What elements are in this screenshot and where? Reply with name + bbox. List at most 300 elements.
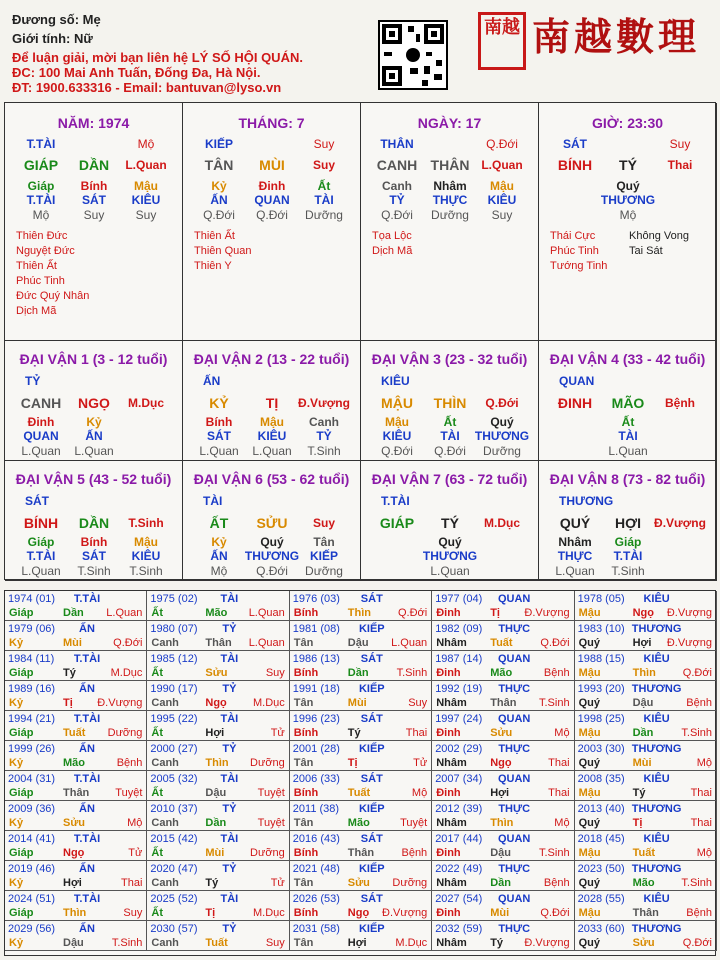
year-cell xyxy=(432,621,574,651)
year-stage: L.Quan xyxy=(248,637,285,649)
hidden-stage: Dưỡng xyxy=(431,208,469,222)
dai-van-ten-god: SÁT xyxy=(25,494,49,508)
dai-van-hidden-stage: L.Quan xyxy=(199,444,239,458)
year-stage: Bệnh xyxy=(686,907,712,919)
year-stage: Tuyệt xyxy=(257,817,285,829)
year-stem: Tân xyxy=(293,637,314,649)
dai-van-hidden-stage: T.Sinh xyxy=(77,564,111,578)
year-stem: Mậu xyxy=(578,907,601,919)
dai-van-ten-god: QUAN xyxy=(559,374,595,388)
dai-van-stem: QUÝ xyxy=(559,515,591,531)
year-stem: Ất xyxy=(151,607,163,619)
year-cell xyxy=(432,831,574,861)
year-label: 2016 (43) xyxy=(292,833,340,845)
year-stem: Kỷ xyxy=(9,637,24,649)
dai-van-hidden-stem: Quý xyxy=(438,535,462,549)
branch-stage: Suy xyxy=(312,158,336,172)
pillar-title: THÁNG: 7 xyxy=(238,115,305,131)
dai-van-hidden-stem: Mậu xyxy=(385,415,409,429)
year-stage: Q.Đới xyxy=(540,907,570,919)
year-ten-god: SÁT xyxy=(360,593,383,605)
year-branch: Ngọ xyxy=(490,757,512,769)
year-stem: Mậu xyxy=(578,787,601,799)
year-label: 1984 (11) xyxy=(8,653,55,665)
dai-van-hidden-stage: Mộ xyxy=(210,564,228,578)
annual-luck-table xyxy=(4,590,716,956)
earthly-branch: THÂN xyxy=(430,157,470,173)
qr-code-icon[interactable] xyxy=(378,20,448,90)
year-cell xyxy=(290,771,432,801)
year-stem: Quý xyxy=(578,877,600,889)
year-cell xyxy=(432,891,574,921)
dai-van-cell xyxy=(539,461,717,581)
year-branch: Dần xyxy=(347,667,369,679)
dai-van-cell xyxy=(539,341,717,461)
dai-van-cell xyxy=(5,461,183,581)
year-cell xyxy=(575,741,717,771)
year-ten-god: TÀI xyxy=(220,653,239,665)
year-label: 1995 (22) xyxy=(150,713,198,725)
special-star: Tai Sát xyxy=(629,245,663,257)
dai-van-hidden-god: SÁT xyxy=(82,549,106,563)
dai-van-ten-god: KIÊU xyxy=(381,374,410,388)
year-stage: Đ.Vượng xyxy=(666,607,712,619)
year-ten-god: T.TÀI xyxy=(73,653,101,665)
year-label: 2028 (55) xyxy=(577,893,625,905)
year-ten-god: QUAN xyxy=(497,713,531,725)
year-cell xyxy=(147,651,289,681)
pillar-title: GIỜ: 23:30 xyxy=(591,115,664,131)
year-stem: Giáp xyxy=(9,787,34,799)
year-branch: Thân xyxy=(63,787,90,799)
dai-van-hidden-god: THỰC xyxy=(557,549,593,563)
year-stage: Tử xyxy=(270,877,285,889)
year-branch: Tý xyxy=(490,937,504,949)
year-branch: Mão xyxy=(632,877,655,889)
year-label: 1983 (10) xyxy=(577,623,625,635)
year-branch: Sửu xyxy=(347,877,370,889)
dai-van-hidden-stage: L.Quan xyxy=(74,444,114,458)
year-stem: Mậu xyxy=(578,727,601,739)
year-label: 1997 (24) xyxy=(435,713,483,725)
year-stage: Q.Đới xyxy=(682,937,712,949)
year-cell xyxy=(5,621,147,651)
year-cell xyxy=(147,681,289,711)
year-branch: Tị xyxy=(632,817,643,829)
hidden-stage: Suy xyxy=(491,208,513,222)
red-seal-stamp xyxy=(478,12,526,70)
year-label: 1982 (09) xyxy=(435,623,483,635)
year-ten-god: QUAN xyxy=(497,653,531,665)
year-stage: Đ.Vượng xyxy=(97,697,143,709)
hidden-stem: Canh xyxy=(382,179,412,193)
dai-van-stem: GIÁP xyxy=(379,515,415,531)
seal-text: 南越 xyxy=(484,17,520,38)
year-stage: Suy xyxy=(265,937,285,949)
year-branch: Thìn xyxy=(63,907,87,919)
dai-van-stage: T.Sinh xyxy=(128,516,164,530)
year-label: 1994 (21) xyxy=(8,713,56,725)
year-stem: Kỷ xyxy=(9,757,24,769)
dai-van-hidden-stem: Giáp xyxy=(614,535,642,549)
dai-van-hidden-stage: L.Quan xyxy=(252,444,292,458)
year-label: 1979 (06) xyxy=(8,623,56,635)
year-stage: Mộ xyxy=(411,787,428,799)
year-cell xyxy=(575,891,717,921)
year-stem: Tân xyxy=(293,877,314,889)
year-cell xyxy=(432,741,574,771)
branch-stage: L.Quan xyxy=(125,158,167,172)
year-branch: Mùi xyxy=(63,637,82,649)
dai-van-stem: KỶ xyxy=(209,395,229,411)
year-branch: Thân xyxy=(632,907,659,919)
pillar-cell xyxy=(5,103,183,341)
year-stage: Mộ xyxy=(554,817,570,829)
year-ten-god: KIÊU xyxy=(643,833,670,845)
year-label: 2005 (32) xyxy=(150,773,198,785)
year-ten-god: THỰC xyxy=(498,743,531,755)
dai-van-hidden-stem: Bính xyxy=(205,415,233,429)
year-stage: Thai xyxy=(690,817,712,829)
special-star: Thiên Y xyxy=(194,260,232,272)
year-cell xyxy=(432,921,574,951)
hidden-stage: Suy xyxy=(83,208,105,222)
year-label: 2002 (29) xyxy=(435,743,483,755)
hidden-ten-god: KIÊU xyxy=(131,193,161,207)
dai-van-hidden-stem: Canh xyxy=(309,415,339,429)
dai-van-cell xyxy=(183,461,361,581)
year-branch: Mùi xyxy=(490,907,510,919)
year-cell xyxy=(5,891,147,921)
year-branch: Tý xyxy=(63,667,76,679)
special-star: Tọa Lộc xyxy=(372,230,412,242)
year-stem: Quý xyxy=(578,637,600,649)
pillar-cell xyxy=(183,103,361,341)
year-branch: Hợi xyxy=(632,637,652,649)
dai-van-stage: Đ.Vượng xyxy=(654,516,706,530)
special-star: Thiên Quan xyxy=(194,245,252,257)
pillar-stage: Suy xyxy=(313,137,335,151)
year-stage: Dưỡng xyxy=(107,727,143,739)
pillar-cell xyxy=(539,103,717,341)
pillar-ten-god: SÁT xyxy=(563,137,587,151)
year-label: 2015 (42) xyxy=(150,833,198,845)
year-stage: T.Sinh xyxy=(539,697,570,709)
year-label: 2020 (47) xyxy=(150,863,198,875)
year-cell xyxy=(432,651,574,681)
year-stem: Mậu xyxy=(578,667,601,679)
year-branch: Ngọ xyxy=(632,607,654,619)
hidden-stem: Bính xyxy=(80,179,108,193)
dai-van-hidden-stage: Dưỡng xyxy=(483,444,521,458)
year-ten-god: QUAN xyxy=(497,593,531,605)
year-ten-god: THỰC xyxy=(498,863,531,875)
dai-van-title: ĐẠI VẬN 8 (73 - 82 tuổi) xyxy=(549,471,706,487)
dai-van-hidden-god: TÀI xyxy=(440,429,460,443)
year-stem: Kỷ xyxy=(9,937,24,949)
year-label: 2003 (30) xyxy=(577,743,625,755)
year-ten-god: ẤN xyxy=(79,683,95,695)
year-stem: Quý xyxy=(578,757,600,769)
special-star: Phúc Tinh xyxy=(16,275,65,287)
year-label: 1986 (13) xyxy=(292,653,340,665)
year-cell xyxy=(290,621,432,651)
year-label: 2030 (57) xyxy=(150,923,198,935)
year-label: 1992 (19) xyxy=(435,683,483,695)
year-stage: Tử xyxy=(413,757,428,769)
header xyxy=(0,0,720,100)
dai-van-title: ĐẠI VẬN 7 (63 - 72 tuổi) xyxy=(371,471,528,487)
dai-van-hidden-stem: Quý xyxy=(490,415,514,429)
year-label: 2010 (37) xyxy=(150,803,198,815)
year-stage: Mộ xyxy=(127,817,143,829)
year-cell xyxy=(5,711,147,741)
dai-van-branch: NGỌ xyxy=(78,395,110,411)
dai-van-stage: Bệnh xyxy=(665,396,695,410)
dai-van-ten-god: TÀI xyxy=(203,494,223,508)
year-branch: Tị xyxy=(205,907,216,919)
year-label: 1985 (12) xyxy=(150,653,198,665)
year-ten-god: QUAN xyxy=(497,893,531,905)
year-cell xyxy=(290,651,432,681)
year-ten-god: KIÊU xyxy=(643,773,670,785)
dai-van-hidden-god: KIẾP xyxy=(309,549,339,563)
hidden-ten-god: QUAN xyxy=(254,193,290,207)
year-branch: Tị xyxy=(347,757,358,769)
year-ten-god: TỶ xyxy=(222,743,237,755)
hidden-stem: Nhâm xyxy=(433,179,467,193)
year-stage: Đ.Vượng xyxy=(666,637,712,649)
year-stage: Q.Đới xyxy=(113,637,143,649)
year-stem: Nhâm xyxy=(436,757,467,769)
year-cell xyxy=(5,651,147,681)
hidden-stem: Mậu xyxy=(490,179,514,193)
year-ten-god: TÀI xyxy=(220,773,239,785)
year-stem: Nhâm xyxy=(436,697,467,709)
year-stage: T.Sinh xyxy=(681,727,712,739)
dai-van-stem: CANH xyxy=(20,395,62,411)
hidden-ten-god: THỰC xyxy=(432,193,468,207)
hidden-ten-god: T.TÀI xyxy=(26,193,56,207)
year-ten-god: THỰC xyxy=(498,803,531,815)
year-label: 2026 (53) xyxy=(292,893,340,905)
hidden-stage: Mộ xyxy=(619,208,637,222)
hidden-stage: Q.Đới xyxy=(203,208,235,222)
special-star: Phúc Tinh xyxy=(550,245,599,257)
dai-van-hidden-stage: L.Quan xyxy=(21,444,61,458)
earthly-branch: TÝ xyxy=(619,157,637,173)
year-stem: Bính xyxy=(293,727,319,739)
year-label: 2021 (48) xyxy=(292,863,340,875)
year-stage: Tuyệt xyxy=(400,817,428,829)
year-label: 1990 (17) xyxy=(150,683,198,695)
year-stage: Tử xyxy=(270,727,285,739)
year-stage: Dưỡng xyxy=(250,847,285,859)
dai-van-hidden-god: KIÊU xyxy=(131,549,161,563)
year-cell xyxy=(432,771,574,801)
year-stem: Đinh xyxy=(436,607,461,619)
dai-van-hidden-stage: L.Quan xyxy=(430,564,470,578)
gender: Giới tính: Nữ xyxy=(12,31,93,46)
year-cell xyxy=(575,621,717,651)
year-ten-god: THƯƠNG xyxy=(631,863,682,875)
special-star: Nguyệt Đức xyxy=(16,245,75,257)
year-cell xyxy=(290,921,432,951)
dai-van-stage: M.Dục xyxy=(484,516,520,530)
year-stem: Kỷ xyxy=(9,817,24,829)
dai-van-hidden-stem: Mậu xyxy=(260,415,284,429)
dai-van-hidden-stage: Dưỡng xyxy=(305,564,343,578)
year-branch: Mão xyxy=(205,607,228,619)
year-ten-god: ẤN xyxy=(79,623,95,635)
year-stem: Nhâm xyxy=(436,817,467,829)
year-ten-god: TỶ xyxy=(222,803,237,815)
dai-van-ten-god: ẤN xyxy=(203,374,221,388)
dai-van-hidden-stage: T.Sinh xyxy=(129,564,163,578)
year-branch: Tuất xyxy=(205,937,228,949)
special-star: Tướng Tinh xyxy=(550,260,608,272)
year-cell xyxy=(147,771,289,801)
year-label: 2018 (45) xyxy=(577,833,625,845)
year-stage: L.Quan xyxy=(391,637,428,649)
year-branch: Thìn xyxy=(490,817,514,829)
year-ten-god: KIẾP xyxy=(358,923,385,935)
dai-van-ten-god: THƯƠNG xyxy=(559,494,614,508)
year-label: 2007 (34) xyxy=(435,773,483,785)
dai-van-hidden-stage: Q.Đới xyxy=(434,444,466,458)
year-stage: Q.Đới xyxy=(682,667,712,679)
year-label: 2023 (50) xyxy=(577,863,625,875)
year-label: 2025 (52) xyxy=(150,893,198,905)
year-cell xyxy=(575,591,717,621)
hidden-stage: Q.Đới xyxy=(381,208,413,222)
year-stem: Canh xyxy=(151,817,179,829)
year-label: 2024 (51) xyxy=(8,893,56,905)
hidden-stem: Kỷ xyxy=(211,179,227,193)
year-stage: L.Quan xyxy=(106,607,143,619)
year-stem: Kỷ xyxy=(9,877,24,889)
year-stage: Thai xyxy=(405,727,428,739)
heavenly-stem: BÍNH xyxy=(557,157,593,173)
year-ten-god: T.TÀI xyxy=(73,773,101,785)
year-ten-god: THƯƠNG xyxy=(631,743,682,755)
year-stage: Tuyệt xyxy=(257,787,285,799)
dai-van-stage: Đ.Vượng xyxy=(298,396,350,410)
dai-van-hidden-god: SÁT xyxy=(207,429,231,443)
year-stem: Nhâm xyxy=(436,637,467,649)
year-ten-god: TỶ xyxy=(222,863,237,875)
year-label: 2004 (31) xyxy=(8,773,56,785)
year-stage: M.Dục xyxy=(253,907,285,919)
brand-logo: 南越數理 xyxy=(532,14,701,59)
special-star: Thiên Ất xyxy=(194,230,235,242)
year-ten-god: KIẾP xyxy=(358,683,385,695)
year-stage: M.Dục xyxy=(110,667,143,679)
year-stem: Tân xyxy=(293,697,314,709)
year-stage: Thai xyxy=(690,787,712,799)
hidden-stem: Ất xyxy=(317,179,331,193)
year-stage: Dưỡng xyxy=(250,757,285,769)
year-stage: T.Sinh xyxy=(681,877,712,889)
year-stem: Giáp xyxy=(9,667,34,679)
year-cell xyxy=(575,771,717,801)
year-label: 2029 (56) xyxy=(8,923,56,935)
year-stem: Đinh xyxy=(436,787,461,799)
year-ten-god: THƯƠNG xyxy=(631,803,682,815)
year-ten-god: TỶ xyxy=(222,623,237,635)
year-ten-god: QUAN xyxy=(497,773,531,785)
year-stem: Giáp xyxy=(9,607,34,619)
pillar-stage: Suy xyxy=(669,137,691,151)
dai-van-branch: SỬU xyxy=(256,515,288,531)
year-branch: Dậu xyxy=(632,697,654,709)
pillar-ten-god: THÂN xyxy=(380,137,414,151)
dai-van-branch: HỢI xyxy=(615,515,641,531)
dai-van-hidden-stem: Mậu xyxy=(134,535,158,549)
year-branch: Dần xyxy=(205,817,227,829)
year-ten-god: T.TÀI xyxy=(73,713,101,725)
dai-van-title: ĐẠI VẬN 1 (3 - 12 tuổi) xyxy=(19,351,168,367)
year-stage: M.Dục xyxy=(395,937,428,949)
dai-van-title: ĐẠI VẬN 3 (23 - 32 tuổi) xyxy=(371,351,528,367)
year-branch: Thìn xyxy=(205,757,229,769)
dai-van-hidden-stem: Giáp xyxy=(27,535,55,549)
year-cell xyxy=(432,861,574,891)
year-stage: Dưỡng xyxy=(392,877,428,889)
year-ten-god: QUAN xyxy=(497,833,531,845)
hidden-stage: Q.Đới xyxy=(256,208,288,222)
year-ten-god: THƯƠNG xyxy=(631,623,682,635)
dai-van-branch: TÝ xyxy=(441,515,459,531)
chart-grid xyxy=(4,102,716,580)
year-stage: Thai xyxy=(120,877,143,889)
year-cell xyxy=(147,591,289,621)
year-branch: Ngọ xyxy=(347,907,370,919)
year-branch: Sửu xyxy=(205,667,228,679)
heavenly-stem: TÂN xyxy=(204,157,234,173)
year-branch: Dậu xyxy=(347,637,369,649)
year-branch: Tuất xyxy=(632,847,655,859)
year-label: 1996 (23) xyxy=(292,713,340,725)
year-cell xyxy=(5,831,147,861)
year-branch: Tuất xyxy=(347,787,371,799)
year-label: 1991 (18) xyxy=(292,683,340,695)
year-label: 2011 (38) xyxy=(292,803,340,815)
year-stem: Bính xyxy=(293,847,319,859)
year-label: 2001 (28) xyxy=(292,743,340,755)
hidden-stem: Quý xyxy=(616,179,640,193)
year-cell xyxy=(575,681,717,711)
dai-van-hidden-god: TÀI xyxy=(618,429,638,443)
dai-van-title: ĐẠI VẬN 6 (53 - 62 tuổi) xyxy=(193,471,350,487)
year-stem: Canh xyxy=(151,757,179,769)
year-ten-god: SÁT xyxy=(360,713,383,725)
year-branch: Mùi xyxy=(632,757,652,769)
dai-van-hidden-god: KIÊU xyxy=(382,429,412,443)
year-branch: Sửu xyxy=(63,817,86,829)
year-label: 1975 (02) xyxy=(150,593,198,605)
year-label: 2027 (54) xyxy=(435,893,483,905)
phone-email-line: ĐT: 1900.633316 - Email: bantuvan@lyso.vn xyxy=(12,80,282,95)
year-stem: Đinh xyxy=(436,847,461,859)
year-label: 2031 (58) xyxy=(292,923,340,935)
dai-van-branch: DẦN xyxy=(78,515,110,531)
year-cell xyxy=(575,711,717,741)
year-branch: Hợi xyxy=(63,877,82,889)
dai-van-stage: M.Dục xyxy=(128,396,164,410)
year-branch: Tý xyxy=(632,787,646,799)
year-branch: Thân xyxy=(490,697,517,709)
